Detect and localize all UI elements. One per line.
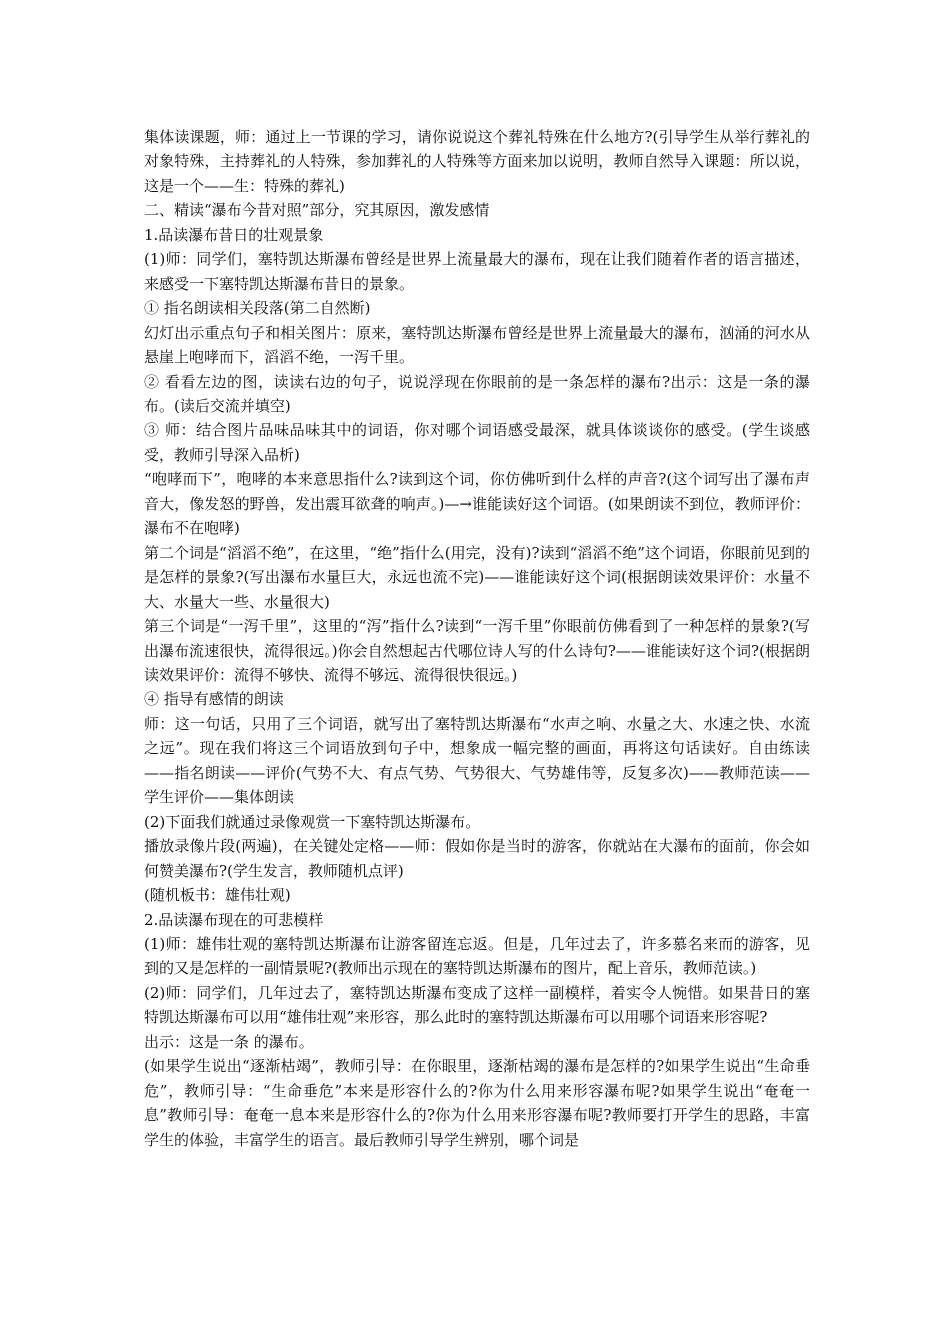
subheading-2: 2.品读瀑布现在的可悲模样 [144,910,324,929]
paragraph: 师：这一句话，只用了三个词语，就写出了塞特凯达斯瀑布“水声之响、水量之大、水速之快、水流之远”。现在我们将这三个词语放到句子中，想象成一幅完整的画面，再将这句话读好。自由练读——指名朗读——评价(气势不大、有点气势、气势很大、气势雄伟等，反复多次)——教师范读——学生评价——集体朗读 [144,714,810,807]
paragraph: “咆哮而下”，咆哮的本来意思指什么?读到这个词，你仿佛听到什么样的声音?(这个词写出了瀑布声音大，像发怒的野兽，发出震耳欲聋的响声。)—→谁能读好这个词语。(如果朗读不到位，教师评价：瀑布不在咆哮) [144,470,810,538]
paragraph: (如果学生说出“逐渐枯竭”，教师引导：在你眼里，逐渐枯竭的瀑布是怎样的?如果学生说出“生命垂危”，教师引导：“生命垂危”本来是形容什么的?你为什么用来形容瀑布呢?如果学生说出“奄奄一息”教师引导：奄奄一息本来是形容什么的?你为什么用来形容瀑布呢?教师要打开学生的思路，丰富学生的体验，丰富学生的语言。最后教师引导学生辨别，哪个词是 [144,1057,810,1149]
paragraph: (1)师：雄伟壮观的塞特凯达斯瀑布让游客留连忘返。但是，几年过去了，许多慕名来而的游客，见到的又是怎样的一副情景呢?(教师出示现在的塞特凯达斯瀑布的图片，配上音乐，教师范读。) [144,934,810,978]
list-item-2: ② 看看左边的图，读读右边的句子，说说浮现在你眼前的是一条怎样的瀑布?出示：这是一条的瀑布。(读后交流并填空) [144,372,810,415]
list-item-3: ③ 师：结合图片品味品味其中的词语，你对哪个词语感受最深，就具体谈谈你的感受。(学生谈感受，教师引导深入品析) [144,421,810,464]
paragraph: 第三个词是“一泻千里”，这里的“泻”指什么?读到“一泻千里”你眼前仿佛看到了一种怎样的景象?(写出瀑布流速很快，流得很远。)你会自然想起古代哪位诗人写的什么诗句?——谁能读好这个词?(根据朗读效果评价：流得不够快、流得不够远、流得很快很远。) [144,617,810,684]
paragraph-intro: 集体读课题，师：通过上一节课的学习，请你说说这个葬礼特殊在什么地方?(引导学生从举行葬礼的对象特殊，主持葬礼的人特殊，参加葬礼的人特殊等方面来加以说明，教师自然导入课题：所以说，这是一个——生：特殊的葬礼) [144,128,810,195]
paragraph: 出示：这是一条 的瀑布。 [144,1032,314,1051]
list-item-4: ④ 指导有感情的朗读 [144,690,284,709]
list-item-1: ① 指名朗读相关段落(第二自然断) [144,299,371,318]
paragraph: 第二个词是“滔滔不绝”，在这里，“绝”指什么(用完，没有)?读到“滔滔不绝”这个词语，你眼前见到的是怎样的景象?(写出瀑布水量巨大，永远也流不完)——谁能读好这个词(根据朗读效果评价：水量不大、水量大一些、水量很大) [144,543,810,611]
paragraph: (2)师：同学们，几年过去了，塞特凯达斯瀑布变成了这样一副模样，着实令人惋惜。如果昔日的塞特凯达斯瀑布可以用“雄伟壮观”来形容，那么此时的塞特凯达斯瀑布可以用哪个词语来形容呢? [144,983,810,1027]
paragraph: 幻灯出示重点句子和相关图片：原来，塞特凯达斯瀑布曾经是世界上流量最大的瀑布，汹涌的河水从悬崖上咆哮而下，滔滔不绝，一泻千里。 [144,323,810,367]
paragraph: (随机板书：雄伟壮观) [144,886,291,905]
paragraph: (1)师：同学们，塞特凯达斯瀑布曾经是世界上流量最大的瀑布，现在让我们随着作者的语言描述，来感受一下塞特凯达斯瀑布昔日的景象。 [144,250,810,293]
paragraph: (2)下面我们就通过录像观赏一下塞特凯达斯瀑布。 [144,812,481,831]
section-heading-2: 二、精读“瀑布今昔对照”部分，究其原因，激发感情 [144,201,490,220]
paragraph: 播放录像片段(两遍)，在关键处定格——师：假如你是当时的游客，你就站在大瀑布的面前，你会如何赞美瀑布?(学生发言，教师随机点评) [144,837,810,880]
subheading-1: 1.品读瀑布昔日的壮观景象 [144,225,324,244]
document-body [144,125,810,1152]
